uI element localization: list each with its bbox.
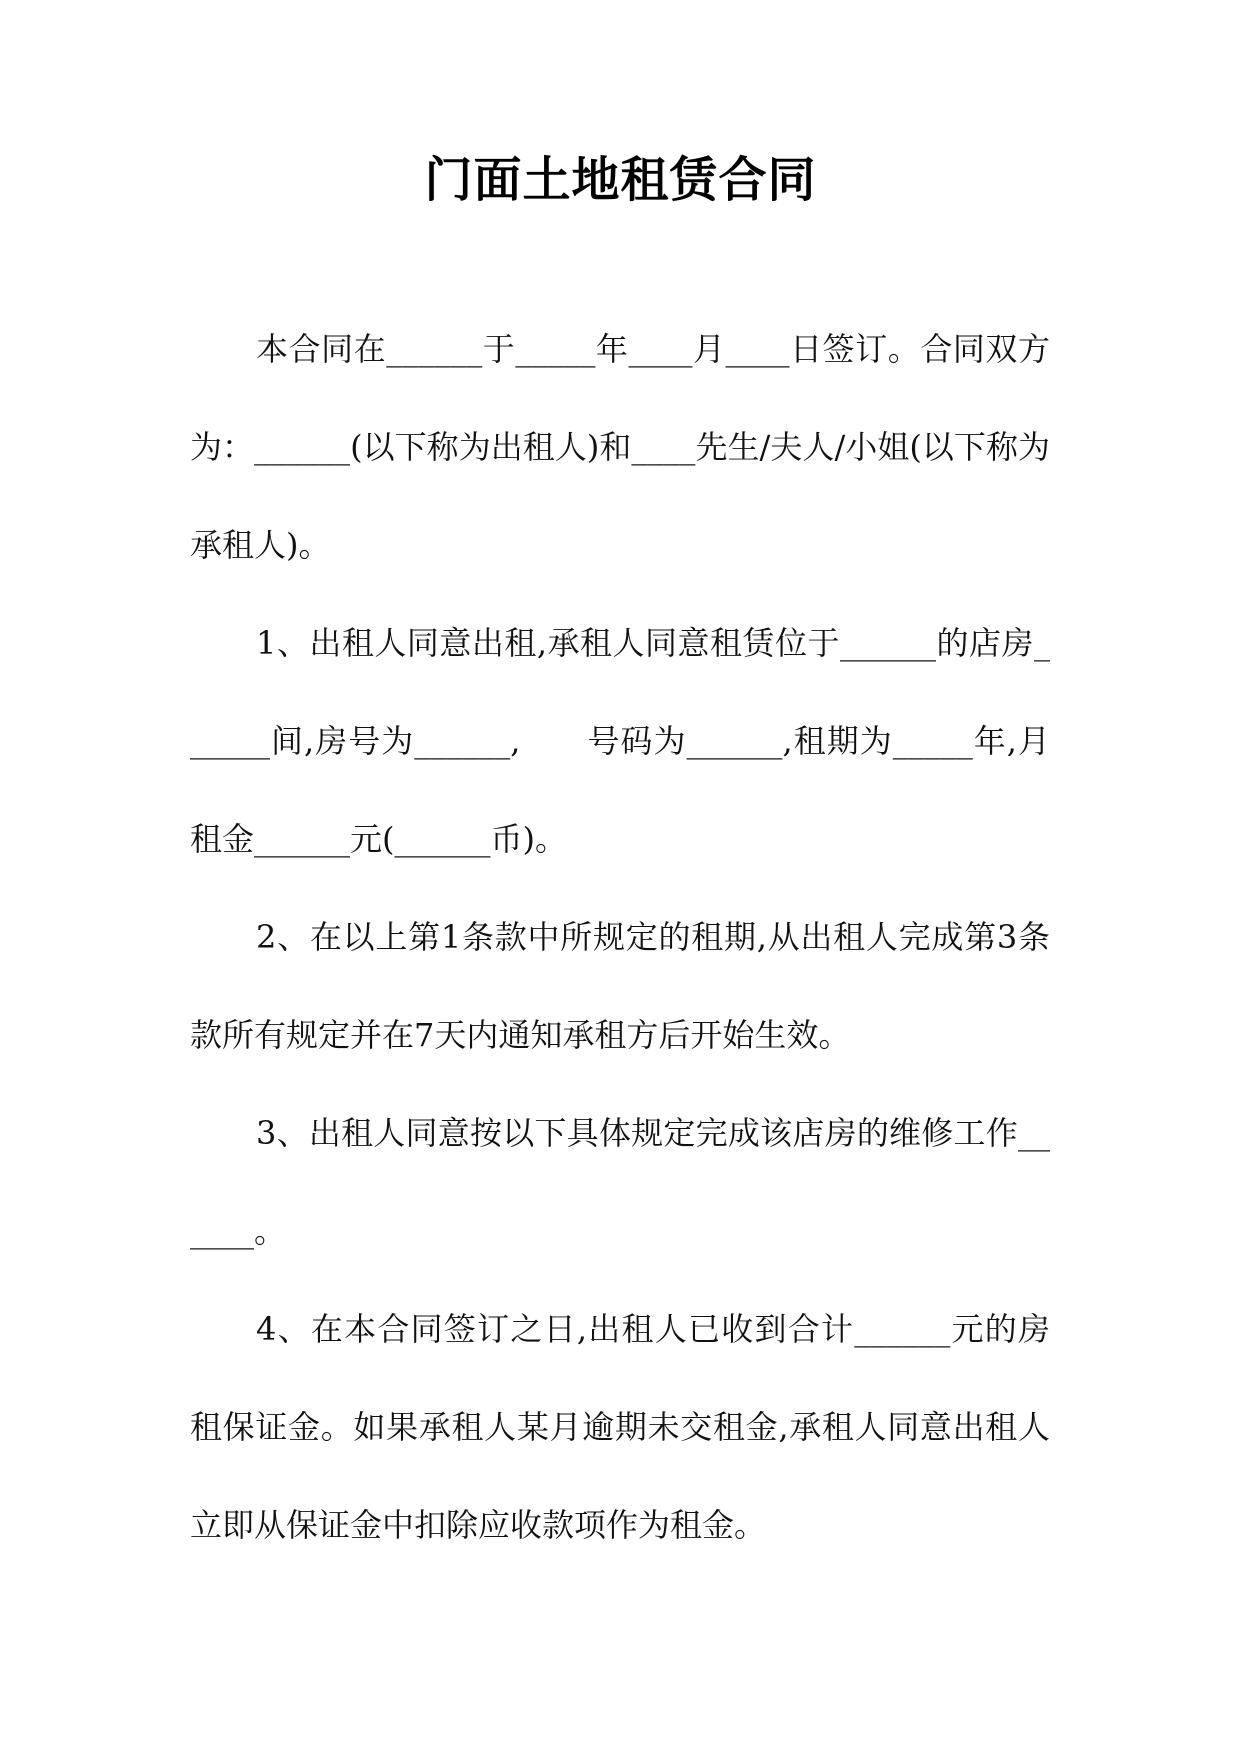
paragraph-clause-1: 1、出租人同意出租,承租人同意租赁位于______的店房______间,房号为______, 号码为______,租期为_____年,月租金______元(______币)。	[190, 624, 1050, 858]
paragraph-preamble: 本合同在______于_____年____月____日签订。合同双方为：______(以下称为出租人)和____先生/夫人/小姐(以下称为承租人)。	[190, 330, 1050, 564]
paragraph-clause-3: 3、出租人同意按以下具体规定完成该店房的维修工作______。	[190, 1114, 1050, 1250]
document-title: 门面土地租赁合同	[424, 152, 817, 208]
document-body	[190, 300, 1050, 1574]
paragraph-clause-4: 4、在本合同签订之日,出租人已收到合计______元的房租保证金。如果承租人某月逾期未交租金,承租人同意出租人立即从保证金中扣除应收款项作为租金。	[190, 1310, 1050, 1544]
paragraph-clause-2: 2、在以上第1条款中所规定的租期,从出租人完成第3条款所有规定并在7天内通知承租方后开始生效。	[190, 918, 1050, 1054]
